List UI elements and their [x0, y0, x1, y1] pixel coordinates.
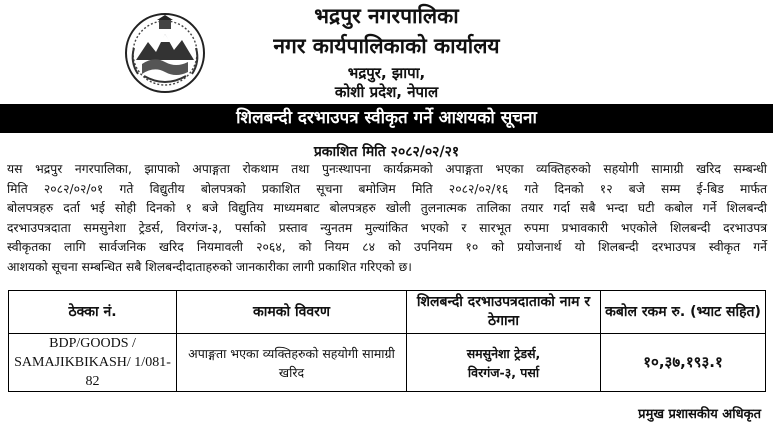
- cell-contract-no: BDP/GOODS / SAMAJIKBIKASH/ 1/081-82: [9, 334, 177, 392]
- signature-title: प्रमुख प्रशासकीय अधिकृत: [638, 407, 761, 422]
- published-date: प्रकाशित मिति २०८२/०२/२१: [313, 144, 460, 160]
- header-description: कामको विवरण: [177, 291, 407, 334]
- notice-body: [7, 160, 767, 278]
- bidder-address: विरगंज-३, पर्सा: [467, 364, 540, 380]
- body-line: मिति २०८२/०२/०१ गते विद्युतीय बोलपत्रको प्रकाशित सूचना बमोजिम मिति २०८२/०२/१६ गते दिनको १२ बजे सम्म ई-बिड मार्फत: [7, 181, 767, 196]
- body-line: आशयको सूचना सम्बन्धित सबै शिलबन्दीदाताहरुको जानकारीका लागी प्रकाशित गरिएको छ।: [7, 259, 412, 274]
- body-line: दरभाउपत्रदाता समसुनेशा ट्रेडर्स, विरगंज-३, पर्साको प्रस्ताव न्युनतम मुल्यांकित भएको र सारभूत रुपमा प्रभावकारी भएकोले शिलबन्दी दरभाउपत्र: [7, 220, 767, 235]
- cell-bidder: [407, 334, 601, 392]
- address-line-1: भद्रपुर, झापा,: [347, 64, 426, 82]
- header-amount: कबोल रकम रु. (भ्याट सहित): [601, 291, 766, 334]
- address-line-2: कोशी प्रदेश, नेपाल: [334, 83, 439, 101]
- office-name: नगर कार्यपालिकाको कार्यालय: [273, 34, 500, 58]
- table-header-row: [9, 291, 766, 334]
- header-bidder: शिलबन्दी दरभाउपत्रदाताको नाम र ठेगाना: [407, 291, 601, 334]
- cell-description: अपाङ्गता भएका व्यक्तिहरुको सहयोगी सामाग्री खरिद: [177, 334, 407, 392]
- notice-title: शिलबन्दी दरभाउपत्र स्वीकृत गर्ने आशयको सूचना: [0, 104, 773, 133]
- body-line: स्वीकृतका लागि सार्वजनिक खरिद नियमावली २०६४, को नियम ८४ को उपनियम १० को प्रयोजनार्थ यो शिलबन्दी दरभाउपत्र स्वीकृत गर्ने: [7, 240, 767, 255]
- body-line: यस भद्रपुर नगरपालिका, झापाको अपाङ्गता रोकथाम तथा पुनःस्थापना कार्यक्रमको अपाङ्गता भएका व्यक्तिहरुको सहयोगी सामाग्री खरिद सम्बन्धी: [7, 162, 767, 176]
- bidder-name: समसुनेशा ट्रेडर्स,: [466, 345, 541, 361]
- header-contract-no: ठेक्का नं.: [9, 291, 177, 334]
- notice-header: [0, 0, 773, 100]
- table-row: [9, 334, 766, 392]
- municipality-name: भद्रपुर नगरपालिका: [314, 4, 459, 28]
- contract-table: [8, 290, 766, 392]
- cell-amount: १०,३७,१९३.१: [601, 334, 766, 392]
- body-line: बोलपत्रहरु दर्ता भई सोही दिनको १ बजे विद्युतिय माध्यमबाट बोलपत्रहरु खोली तुलनात्मक तालिका तयार गर्दा सबै भन्दा घटी कबोल गर्ने शिलबन्दी: [7, 201, 767, 216]
